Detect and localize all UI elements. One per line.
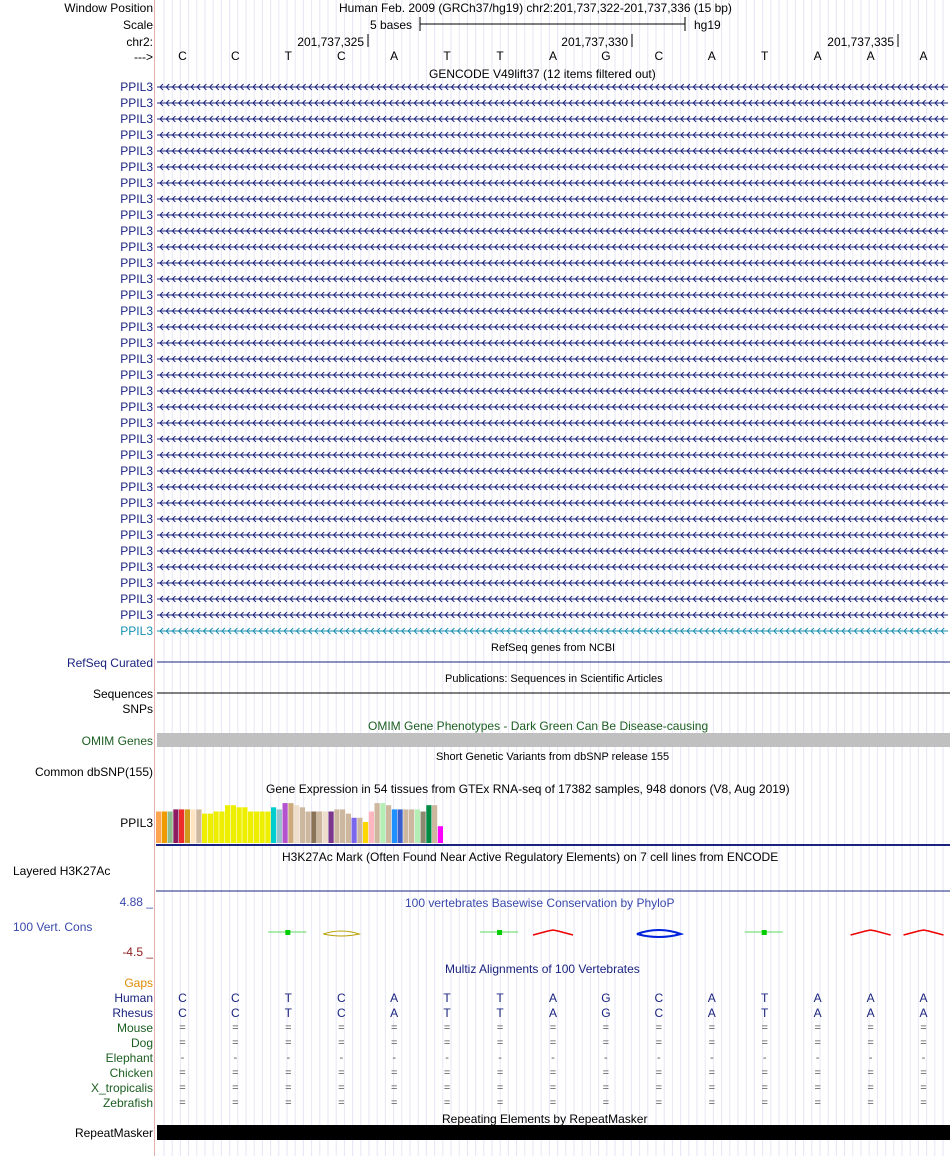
dna-base: A [866,49,875,63]
multiz-alignment-cell: = [496,1022,504,1034]
gencode-transcript-label[interactable]: PPIL3 [120,512,153,526]
multiz-alignment-cell: = [179,1082,186,1094]
gtex-tissue-bar [260,812,265,844]
multiz-alignment-cell: = [338,1097,345,1109]
gencode-transcript-label[interactable]: PPIL3 [120,416,153,430]
gtex-tissue-bar [277,809,282,843]
layered-h3k27ac-label[interactable]: Layered H3K27Ac [13,864,111,878]
multiz-alignment-cell: A [866,991,875,1005]
multiz-alignment-cell: = [867,1097,874,1109]
multiz-alignment-cell: T [496,1006,504,1020]
multiz-alignment-cell: C [178,991,187,1005]
multiz-alignment-cell: A [707,1006,716,1020]
multiz-alignment-cell: T [761,991,769,1005]
multiz-alignment-cell: = [602,1037,610,1049]
multiz-alignment-cell: = [390,1067,398,1079]
phylop-track-title[interactable]: 100 vertebrates Basewise Conservation by PhyloP [405,896,675,910]
multiz-species-label[interactable]: X_tropicalis [90,1081,153,1095]
gencode-transcript-label[interactable]: PPIL3 [120,288,153,302]
multiz-alignment-cell: = [285,1082,292,1094]
multiz-species-label[interactable]: Dog [130,1036,153,1050]
repeatmasker-track-title[interactable]: Repeating Elements by RepeatMasker [442,1112,648,1126]
dna-base: T [496,49,504,63]
multiz-alignment-cell: = [232,1022,239,1034]
multiz-alignment-cell: = [549,1082,557,1094]
multiz-alignment-cell: - [815,1052,820,1064]
multiz-alignment-cell: = [867,1067,874,1079]
position-tick-label: 201,737,335 [827,35,894,49]
gencode-transcript-label[interactable]: PPIL3 [120,96,153,110]
omim-gene-bar [157,733,950,747]
dna-base: G [601,49,611,63]
multiz-alignment-cell: = [761,1037,768,1049]
multiz-alignment-cell: A [548,991,557,1005]
multiz-alignment-cell: = [708,1082,716,1094]
gencode-transcript-label[interactable]: PPIL3 [120,320,153,334]
gtex-tissue-bar [369,812,374,844]
gtex-tissue-bar [432,805,437,843]
multiz-alignment-cell: = [655,1082,663,1094]
gtex-tissue-bar [156,812,161,844]
gtex-tissue-bar [317,812,322,844]
gtex-tissue-bar [329,812,334,844]
multiz-alignment-cell: = [549,1022,557,1034]
multiz-alignment-cell: = [761,1082,768,1094]
multiz-alignment-cell: A [813,1006,822,1020]
publications-track-title[interactable]: Publications: Sequences in Scientific Articles [445,673,663,685]
gtex-tissue-bar [323,812,328,844]
multiz-alignment-cell: = [602,1022,610,1034]
multiz-alignment-cell: = [867,1082,874,1094]
gencode-transcript-label[interactable]: PPIL3 [120,256,153,270]
sequences-label[interactable]: Sequences [92,687,153,701]
gtex-tissue-bar [392,809,397,843]
multiz-alignment-cell: = [814,1022,821,1034]
phylop-mark [323,931,359,936]
gencode-transcript-label[interactable]: PPIL3 [120,80,153,94]
gtex-tissue-bar [168,812,173,844]
gencode-transcript-label[interactable]: PPIL3 [120,112,153,126]
multiz-alignment-cell: = [655,1022,663,1034]
gencode-transcript-label[interactable]: PPIL3 [120,368,153,382]
gtex-tissue-bar [398,809,403,843]
gencode-transcript-label[interactable]: PPIL3 [120,576,153,590]
multiz-track-title[interactable]: Multiz Alignments of 100 Vertebrates [445,962,640,976]
multiz-alignment-cell: T [443,1006,451,1020]
multiz-alignment-cell: = [549,1037,557,1049]
multiz-alignment-cell: A [707,991,716,1005]
gtex-tissue-bar [421,812,426,844]
multiz-alignment-cell: - [233,1052,238,1064]
multiz-alignment-cell: = [708,1022,716,1034]
multiz-alignment-cell: A [919,1006,928,1020]
multiz-alignment-cell: = [285,1037,292,1049]
gencode-transcript-label[interactable]: PPIL3 [120,448,153,462]
multiz-alignment-cell: = [443,1097,451,1109]
multiz-alignment-cell: C [336,991,346,1005]
multiz-alignment-cell: = [390,1037,398,1049]
multiz-alignment-cell: T [284,1006,292,1020]
gencode-transcript-label[interactable]: PPIL3 [120,400,153,414]
multiz-alignment-cell: C [178,1006,187,1020]
multiz-alignment-cell: = [179,1022,186,1034]
common-dbsnp-label[interactable]: Common dbSNP(155) [34,765,153,779]
multiz-alignment-cell: = [602,1067,610,1079]
multiz-species-label[interactable]: Zebrafish [102,1096,153,1110]
gtex-tissue-bar [231,805,236,843]
multiz-species-label[interactable]: Rhesus [112,1006,153,1020]
gtex-tissue-bar [191,809,196,843]
multiz-alignment-cell: = [549,1067,557,1079]
gencode-transcript-label[interactable]: PPIL3 [120,560,153,574]
gtex-tissue-bar [173,809,178,843]
multiz-alignment-cell: = [602,1082,610,1094]
multiz-alignment-cell: T [761,1006,769,1020]
gencode-transcript-label[interactable]: PPIL3 [120,384,153,398]
multiz-alignment-cell: = [814,1067,821,1079]
multiz-alignment-cell: = [496,1067,504,1079]
multiz-alignment-cell: = [496,1082,504,1094]
snps-label: SNPs [122,702,153,716]
multiz-alignment-cell: = [390,1097,398,1109]
omim-track-title[interactable]: OMIM Gene Phenotypes - Dark Green Can Be Disease-causing [368,719,709,733]
gaps-label: Gaps [124,976,153,990]
gtex-tissue-bar [403,809,408,843]
strand-arrow-label: ---> [134,50,153,64]
gtex-tissue-bar [334,809,339,843]
phylop-mark [851,930,891,935]
gencode-transcript-label[interactable]: PPIL3 [120,160,153,174]
multiz-alignment-cell: - [339,1052,344,1064]
chr-label: chr2: [126,35,153,49]
dna-base: T [761,49,769,63]
gtex-tissue-bar [162,812,167,844]
multiz-alignment-cell: = [285,1097,292,1109]
multiz-alignment-cell: - [921,1052,926,1064]
gtex-tissue-bar [363,822,368,843]
refseq-curated-label[interactable]: RefSeq Curated [66,656,153,670]
gencode-transcript-label[interactable]: PPIL3 [120,432,153,446]
multiz-alignment-cell: = [179,1097,186,1109]
multiz-alignment-cell: C [231,991,240,1005]
multiz-alignment-cell: = [496,1097,504,1109]
multiz-alignment-cell: A [390,1006,399,1020]
multiz-alignment-cell: = [602,1097,610,1109]
multiz-alignment-cell: - [604,1052,608,1064]
multiz-alignment-cell: = [232,1097,239,1109]
gencode-transcript-label[interactable]: PPIL3 [120,272,153,286]
scale-label: Scale [122,18,153,32]
multiz-alignment-cell: = [390,1082,398,1094]
gencode-transcript-label[interactable]: PPIL3 [120,224,153,238]
multiz-alignment-cell: C [336,1006,346,1020]
gtex-tissue-bar [271,807,276,843]
phylop-min-label: -4.5 _ [122,945,153,959]
dna-base: A [707,49,716,63]
gencode-transcript-label[interactable]: PPIL3 [120,624,153,638]
multiz-alignment-cell: - [709,1052,714,1064]
gencode-transcript-label[interactable]: PPIL3 [120,592,153,606]
phylop-max-label: 4.88 _ [119,895,153,909]
phylop-mark [637,930,681,937]
multiz-alignment-cell: - [286,1052,291,1064]
gencode-transcript-label[interactable]: PPIL3 [120,480,153,494]
multiz-alignment-cell: T [284,991,292,1005]
multiz-alignment-cell: = [708,1097,716,1109]
multiz-alignment-cell: = [179,1037,186,1049]
dna-base: C [654,49,664,63]
multiz-alignment-cell: = [761,1022,768,1034]
multiz-alignment-cell: - [445,1052,449,1064]
dna-base: A [548,49,557,63]
multiz-alignment-cell: = [761,1067,768,1079]
assembly-position-text[interactable]: Human Feb. 2009 (GRCh37/hg19) chr2:201,737,322-201,737,336 (15 bp) [339,1,732,15]
omim-genes-label[interactable]: OMIM Genes [81,734,153,748]
gtex-tissue-bar [202,814,207,843]
multiz-alignment-cell: = [443,1067,451,1079]
multiz-alignment-cell: = [761,1097,768,1109]
window-position-label: Window Position [64,1,153,15]
multiz-alignment-cell: = [814,1082,821,1094]
gtex-tissue-bar [357,818,362,843]
gencode-transcript-label[interactable]: PPIL3 [120,128,153,142]
phylop-mark-point [497,930,502,935]
multiz-alignment-cell: = [443,1037,451,1049]
gtex-tissue-bar [352,818,357,843]
position-tick-label: 201,737,330 [561,35,628,49]
dna-base: C [336,49,346,63]
dna-base: C [178,49,187,63]
dna-base: T [443,49,451,63]
gtex-tissue-bar [196,809,201,843]
multiz-alignment-cell: = [179,1067,186,1079]
gtex-tissue-bar [265,812,270,844]
gencode-transcript-label[interactable]: PPIL3 [120,608,153,622]
multiz-alignment-cell: = [443,1082,451,1094]
gtex-tissue-bar [340,809,345,843]
dna-base: A [813,49,822,63]
gencode-transcript-label[interactable]: PPIL3 [120,304,153,318]
multiz-alignment-cell: = [655,1097,663,1109]
gtex-tissue-bar [438,826,443,843]
dna-base: A [919,49,928,63]
multiz-alignment-cell: = [655,1067,663,1079]
dna-base: C [231,49,240,63]
multiz-species-label[interactable]: Mouse [116,1021,153,1035]
multiz-alignment-cell: = [338,1037,345,1049]
dbsnp-track-title[interactable]: Short Genetic Variants from dbSNP release 155 [436,751,670,763]
multiz-species-label[interactable]: Elephant [105,1051,153,1065]
multiz-alignment-cell: A [813,991,822,1005]
multiz-alignment-cell: = [232,1037,239,1049]
gencode-transcript-label[interactable]: PPIL3 [120,144,153,158]
multiz-alignment-cell: = [867,1037,874,1049]
gtex-tissue-bar [415,809,420,843]
multiz-alignment-cell: - [657,1052,661,1064]
gtex-tissue-bar [288,803,293,843]
gtex-tissue-bar [254,812,259,844]
gtex-tissue-bar [185,809,190,843]
gtex-tissue-bar [214,812,219,844]
multiz-alignment-cell: A [919,991,928,1005]
gtex-gene-label[interactable]: PPIL3 [120,816,153,830]
multiz-alignment-cell: A [866,1006,875,1020]
multiz-alignment-cell: G [601,991,611,1005]
multiz-alignment-cell: = [920,1082,927,1094]
multiz-alignment-cell: = [708,1067,716,1079]
multiz-alignment-cell: = [920,1067,927,1079]
multiz-alignment-cell: = [814,1097,821,1109]
gtex-tissue-bar [219,812,224,844]
multiz-alignment-cell: G [601,1006,611,1020]
multiz-alignment-cell: = [920,1097,927,1109]
vert-cons-label[interactable]: 100 Vert. Cons [13,920,93,934]
scale-db-text: hg19 [694,18,721,32]
gtex-tissue-bar [237,807,242,843]
gencode-transcript-label[interactable]: PPIL3 [120,464,153,478]
multiz-alignment-cell: C [231,1006,240,1020]
gencode-transcript-label[interactable]: PPIL3 [120,544,153,558]
gtex-tissue-bar [386,805,391,843]
gtex-track-title[interactable]: Gene Expression in 54 tissues from GTEx RNA-seq of 17382 samples, 948 donors (V8, Aug 2019) [266,782,790,796]
gtex-tissue-bar [375,803,380,843]
gtex-tissue-bar [179,809,184,843]
multiz-alignment-cell: A [390,991,399,1005]
phylop-mark-point [762,930,767,935]
gtex-tissue-bar [311,812,316,844]
gtex-tissue-bar [300,807,305,843]
position-tick-label: 201,737,325 [297,35,364,49]
phylop-mark [904,930,944,935]
multiz-alignment-cell: = [338,1022,345,1034]
multiz-alignment-cell: T [496,991,504,1005]
gtex-tissue-bar [283,803,288,843]
multiz-alignment-cell: - [392,1052,397,1064]
multiz-alignment-cell: = [338,1082,345,1094]
gencode-track-title[interactable]: GENCODE V49lift37 (12 items filtered out) [429,67,656,81]
multiz-alignment-cell: = [232,1082,239,1094]
gencode-transcript-label[interactable]: PPIL3 [120,208,153,222]
multiz-alignment-cell: = [390,1022,398,1034]
multiz-species-label[interactable]: Human [114,991,153,1005]
multiz-alignment-cell: = [232,1067,239,1079]
multiz-alignment-cell: = [549,1097,557,1109]
gtex-tissue-bar [426,805,431,843]
multiz-alignment-cell: - [180,1052,185,1064]
multiz-alignment-cell: = [285,1067,292,1079]
multiz-alignment-cell: - [868,1052,873,1064]
gtex-tissue-bar [346,814,351,843]
gtex-tissue-bar [306,812,311,844]
multiz-alignment-cell: C [654,991,664,1005]
gencode-transcript-label[interactable]: PPIL3 [120,496,153,510]
multiz-alignment-cell: = [920,1022,927,1034]
gencode-transcript-label[interactable]: PPIL3 [120,528,153,542]
repeatmasker-bar [157,1125,950,1140]
multiz-alignment-cell: = [285,1022,292,1034]
phylop-mark [533,930,573,935]
gtex-tissue-bar [242,807,247,843]
multiz-alignment-cell: = [867,1022,874,1034]
gencode-transcript-label[interactable]: PPIL3 [120,192,153,206]
multiz-alignment-cell: = [338,1067,345,1079]
gtex-tissue-bar [225,805,230,843]
multiz-alignment-cell: - [498,1052,502,1064]
dna-base: A [390,49,399,63]
gtex-tissue-bar [208,814,213,843]
gencode-transcript-label[interactable]: PPIL3 [120,240,153,254]
gtex-tissue-bar [380,803,385,843]
phylop-mark-point [285,930,290,935]
gtex-tissue-bar [248,812,253,844]
multiz-alignment-cell: = [496,1037,504,1049]
multiz-species-label[interactable]: Chicken [109,1066,153,1080]
multiz-alignment-cell: = [814,1037,821,1049]
refseq-track-title[interactable]: RefSeq genes from NCBI [491,642,616,654]
repeatmasker-label[interactable]: RepeatMasker [74,1126,153,1140]
gencode-transcript-label[interactable]: PPIL3 [120,176,153,190]
multiz-alignment-cell: C [654,1006,664,1020]
gtex-tissue-bar [294,805,299,843]
multiz-alignment-cell: = [708,1037,716,1049]
multiz-alignment-cell: = [443,1022,451,1034]
multiz-alignment-cell: = [655,1037,663,1049]
scale-bases-text: 5 bases [370,18,413,32]
h3k27ac-track-title[interactable]: H3K27Ac Mark (Often Found Near Active Regulatory Elements) on 7 cell lines from ENCODE [282,850,779,864]
multiz-alignment-cell: = [920,1037,927,1049]
gencode-transcript-label[interactable]: PPIL3 [120,352,153,366]
multiz-alignment-cell: - [551,1052,555,1064]
multiz-alignment-cell: T [443,991,451,1005]
gtex-tissue-bar [409,809,414,843]
multiz-alignment-cell: A [548,1006,557,1020]
multiz-alignment-cell: - [762,1052,767,1064]
dna-base: T [284,49,292,63]
gencode-transcript-label[interactable]: PPIL3 [120,336,153,350]
